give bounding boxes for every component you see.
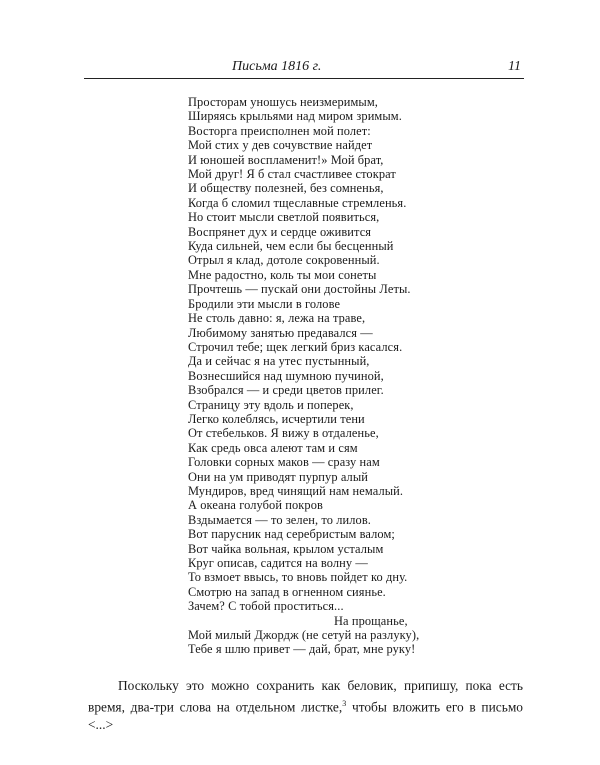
poem-line: Когда б сломил тщеславные стремленья. (188, 195, 407, 210)
poem-line: И обществу полезней, без сомненья, (188, 181, 384, 196)
poem-line: Прочтешь — пускай они достойны Леты. (188, 282, 411, 297)
running-header-title: Письма 1816 г. (232, 59, 322, 74)
poem-line: Круг описав, садится на волну — (188, 556, 368, 570)
poem-line: Строчил тебе; щек легкий бриз касался. (188, 339, 403, 354)
poem-line: Воспрянет дух и сердце оживится (188, 224, 372, 239)
header-rule (84, 78, 524, 79)
poem-line: Мой стих у дев сочувствие найдет (188, 138, 373, 153)
poem-line: Как средь овса алеют там и сям (188, 440, 358, 455)
poem-line: Бродили эти мысли в голове (188, 296, 341, 311)
poem-line: Взобрался — и среди цветов прилег. (188, 383, 384, 398)
poem-line: Вознесшийся над шумною пучиной, (188, 368, 384, 383)
poem-line: Смотрю на запад в огненном сиянье. (188, 584, 386, 599)
poem-line: Не столь давно: я, лежа на траве, (188, 311, 366, 326)
poem-line: Легко колеблясь, исчертили тени (188, 411, 365, 426)
poem-line: И юношей воспламенит!» Мой брат, (188, 152, 384, 167)
poem-line: Мундиров, вред чинящий нам немалый. (188, 483, 404, 498)
poem-line: Страницу эту вдоль и поперек, (188, 397, 354, 412)
footnote-ref: 3 (342, 699, 347, 708)
poem-line: От стебельков. Я вижу в отдаленье, (188, 426, 379, 441)
poem-line: Вот чайка вольная, крылом усталым (188, 541, 384, 556)
poem-line: Но стоит мысли светлой появиться, (188, 210, 380, 225)
page-number: 11 (508, 59, 521, 74)
poem-line: Куда сильней, чем если бы бесценный (188, 239, 394, 254)
poem-line: Они на ум приводят пурпур алый (188, 469, 368, 484)
poem-line: Зачем? С тобой проститься... (188, 599, 344, 614)
poem-line: Тебе я шлю привет — дай, брат, мне руку! (188, 642, 416, 657)
poem-line: Вот парусник над серебристым валом; (188, 527, 395, 542)
poem (188, 95, 419, 657)
poem-line: Отрыл я клад, дотоле сокровенный. (188, 253, 380, 268)
poem-line: А океана голубой покров (188, 498, 323, 513)
poem-line: Мой друг! Я б стал счастливее стократ (188, 167, 396, 182)
poem-line: На прощанье, (334, 613, 408, 628)
poem-line: Мой милый Джордж (не сетуй на разлуку), (188, 628, 420, 643)
prose-text: Поскольку это можно сохранить как беловик, припишу, пока есть время, два-три слова на отдельном листке, (88, 678, 523, 715)
poem-line: Головки сорных маков — сразу нам (188, 455, 380, 470)
poem-line: Любимому занятью предавался — (188, 325, 373, 340)
poem-line: Ширяясь крыльями над миром зримым. (188, 109, 402, 124)
poem-line: Мне радостно, коль ты мои сонеты (188, 267, 377, 282)
prose-paragraph (88, 677, 523, 734)
prose-text-end: чтобы вложить его в письмо <...> (88, 699, 523, 733)
poem-line: Восторга преисполнен мой полет: (188, 123, 371, 138)
poem-line: Вздымается — то зелен, то лилов. (188, 512, 372, 527)
poem-line: Да и сейчас я на утес пустынный, (188, 354, 370, 369)
poem-line: То взмоет ввысь, то вновь пойдет ко дну. (188, 570, 408, 585)
poem-line: Просторам уношусь неизмеримым, (188, 95, 378, 109)
